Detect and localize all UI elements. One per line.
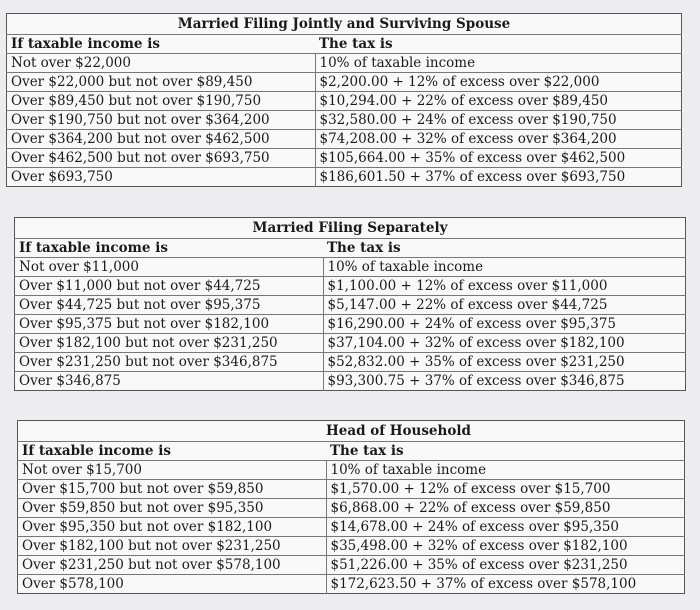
table-title: Married Filing Separately bbox=[252, 220, 448, 236]
income-cell: Over $693,750 bbox=[7, 168, 316, 187]
table-title: Married Filing Jointly and Surviving Spouse bbox=[177, 16, 511, 32]
tax-table-head-of-household bbox=[17, 420, 685, 594]
income-cell: Over $231,250 but not over $578,100 bbox=[18, 556, 327, 575]
column-header-tax: The tax is bbox=[315, 35, 682, 54]
table-row bbox=[18, 556, 685, 575]
tax-cell: $172,623.50 + 37% of excess over $578,100 bbox=[326, 575, 685, 594]
tax-cell: $105,664.00 + 35% of excess over $462,500 bbox=[315, 149, 682, 168]
tax-cell: $35,498.00 + 32% of excess over $182,100 bbox=[326, 537, 685, 556]
tax-cell: $10,294.00 + 22% of excess over $89,450 bbox=[315, 92, 682, 111]
title-spacer bbox=[18, 421, 327, 442]
table-row bbox=[7, 149, 682, 168]
table-row bbox=[15, 277, 686, 296]
income-cell: Over $182,100 but not over $231,250 bbox=[15, 334, 324, 353]
income-cell: Over $182,100 but not over $231,250 bbox=[18, 537, 327, 556]
tax-cell: $74,208.00 + 32% of excess over $364,200 bbox=[315, 130, 682, 149]
tax-cell: 10% of taxable income bbox=[323, 258, 686, 277]
table-row bbox=[15, 372, 686, 391]
income-cell: Not over $11,000 bbox=[15, 258, 324, 277]
tax-cell: $16,290.00 + 24% of excess over $95,375 bbox=[323, 315, 686, 334]
tax-cell: $186,601.50 + 37% of excess over $693,750 bbox=[315, 168, 682, 187]
table-row bbox=[7, 130, 682, 149]
table-row bbox=[15, 296, 686, 315]
income-cell: Not over $15,700 bbox=[18, 461, 327, 480]
income-cell: Over $11,000 but not over $44,725 bbox=[15, 277, 324, 296]
table-row bbox=[18, 480, 685, 499]
tax-cell: $14,678.00 + 24% of excess over $95,350 bbox=[326, 518, 685, 537]
table-row bbox=[7, 54, 682, 73]
income-cell: Over $22,000 but not over $89,450 bbox=[7, 73, 316, 92]
income-cell: Over $346,875 bbox=[15, 372, 324, 391]
tax-cell: $1,100.00 + 12% of excess over $11,000 bbox=[323, 277, 686, 296]
income-cell: Over $231,250 but not over $346,875 bbox=[15, 353, 324, 372]
table-row bbox=[15, 334, 686, 353]
tax-cell: 10% of taxable income bbox=[315, 54, 682, 73]
tax-table-married-jointly bbox=[6, 13, 682, 187]
tax-cell: $32,580.00 + 24% of excess over $190,750 bbox=[315, 111, 682, 130]
table-row bbox=[18, 575, 685, 594]
table-row bbox=[7, 73, 682, 92]
income-cell: Over $364,200 but not over $462,500 bbox=[7, 130, 316, 149]
table-row bbox=[15, 315, 686, 334]
tax-cell: $51,226.00 + 35% of excess over $231,250 bbox=[326, 556, 685, 575]
income-cell: Over $578,100 bbox=[18, 575, 327, 594]
tax-cell: $6,868.00 + 22% of excess over $59,850 bbox=[326, 499, 685, 518]
tax-cell: $5,147.00 + 22% of excess over $44,725 bbox=[323, 296, 686, 315]
income-cell: Over $95,350 but not over $182,100 bbox=[18, 518, 327, 537]
column-header-income: If taxable income is bbox=[18, 442, 327, 461]
tax-cell: $93,300.75 + 37% of excess over $346,875 bbox=[323, 372, 686, 391]
table-row bbox=[18, 537, 685, 556]
column-header-tax: The tax is bbox=[326, 442, 685, 461]
table-row bbox=[7, 111, 682, 130]
income-cell: Over $89,450 but not over $190,750 bbox=[7, 92, 316, 111]
table-title: Head of Household bbox=[326, 423, 471, 439]
table-row bbox=[18, 461, 685, 480]
table-row bbox=[7, 168, 682, 187]
table-row bbox=[15, 353, 686, 372]
tax-table-married-separately bbox=[14, 217, 686, 391]
table-row bbox=[18, 518, 685, 537]
income-cell: Over $190,750 but not over $364,200 bbox=[7, 111, 316, 130]
tax-cell: $37,104.00 + 32% of excess over $182,100 bbox=[323, 334, 686, 353]
tax-cell: $2,200.00 + 12% of excess over $22,000 bbox=[315, 73, 682, 92]
income-cell: Over $15,700 but not over $59,850 bbox=[18, 480, 327, 499]
table-row bbox=[7, 92, 682, 111]
column-header-tax: The tax is bbox=[323, 239, 686, 258]
income-cell: Over $95,375 but not over $182,100 bbox=[15, 315, 324, 334]
tax-cell: $1,570.00 + 12% of excess over $15,700 bbox=[326, 480, 685, 499]
tax-cell: $52,832.00 + 35% of excess over $231,250 bbox=[323, 353, 686, 372]
column-header-income: If taxable income is bbox=[15, 239, 324, 258]
income-cell: Not over $22,000 bbox=[7, 54, 316, 73]
income-cell: Over $44,725 but not over $95,375 bbox=[15, 296, 324, 315]
table-row bbox=[18, 499, 685, 518]
column-header-income: If taxable income is bbox=[7, 35, 316, 54]
income-cell: Over $462,500 but not over $693,750 bbox=[7, 149, 316, 168]
table-row bbox=[15, 258, 686, 277]
income-cell: Over $59,850 but not over $95,350 bbox=[18, 499, 327, 518]
tax-cell: 10% of taxable income bbox=[326, 461, 685, 480]
